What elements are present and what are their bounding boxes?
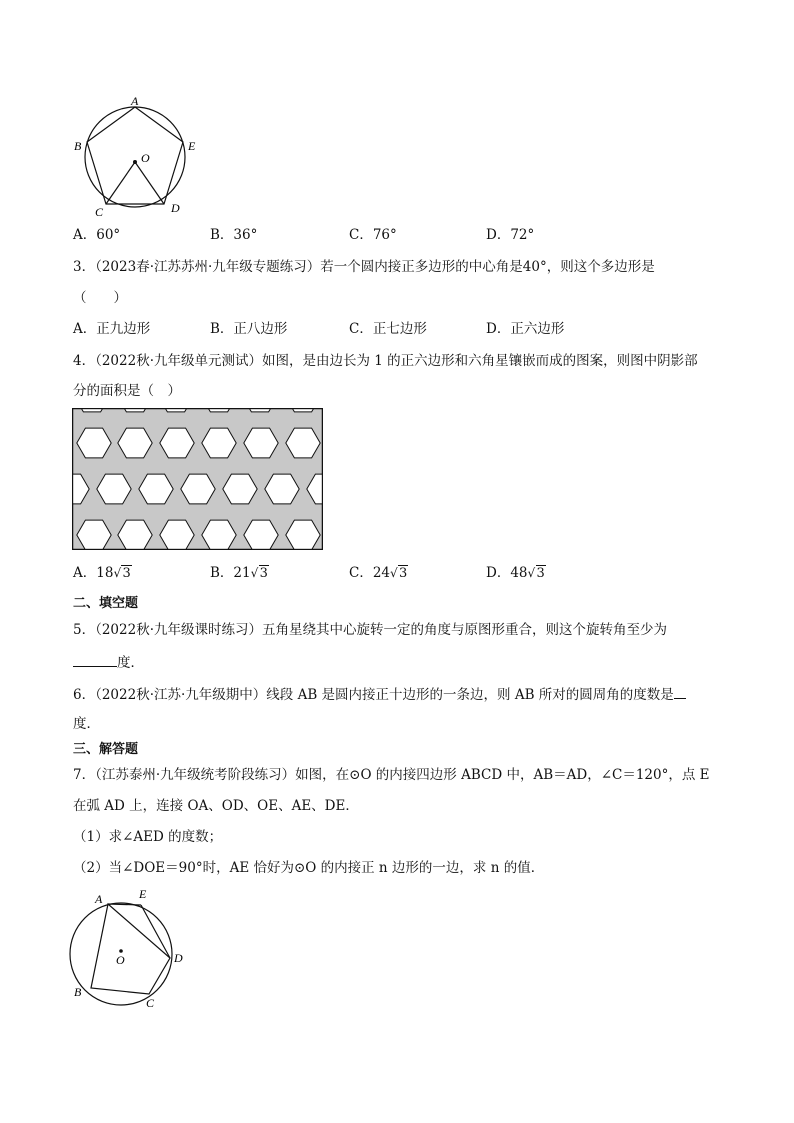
label-C: C: [95, 205, 104, 219]
q6-stem-line1: [73, 684, 686, 704]
q3-paren: （ ）: [73, 290, 127, 306]
q4-option-d: [486, 564, 546, 583]
q5-suffix: 度．: [117, 655, 144, 671]
q2-option-b: B．36°: [210, 227, 258, 243]
label-O: O: [141, 151, 150, 165]
hexagon-star-tiling-figure: [72, 408, 323, 550]
pentagon-circle-figure: [70, 92, 210, 222]
q4-option-c-letter: C．: [349, 565, 373, 581]
q4-option-a: [73, 564, 132, 583]
label-A: A: [131, 94, 139, 108]
section-heading-fill-in: 二、填空题: [73, 596, 139, 611]
label-C: C: [146, 996, 155, 1010]
section-heading-solve: 三、解答题: [73, 742, 139, 757]
q4-option-b-letter: B．: [210, 565, 234, 581]
q7-stem-line2: 在弧 AD 上，连接 OA、OD、OE、AE、DE．: [73, 798, 359, 814]
q4-option-d-radicand: 3: [536, 566, 545, 581]
q2-option-d: D．72°: [486, 227, 535, 243]
q5-stem-line1: 5．（2022秋·九年级课时练习）五角星绕其中心旋转一定的角度与原图形重合，则这个旋转角至少为: [73, 622, 667, 638]
label-D: D: [171, 201, 180, 215]
q4-option-a-letter: A．: [73, 565, 97, 581]
q4-option-c-radicand: 3: [399, 566, 408, 581]
q4-option-b: [210, 564, 269, 583]
q7-subquestion-2: （2）当∠DOE＝90°时，AE 恰好为⊙O 的内接正 n 边形的一边，求 n 的值．: [73, 860, 545, 876]
q4-option-c-coef: 24: [372, 565, 391, 581]
label-D: D: [174, 951, 183, 965]
label-E: E: [139, 887, 147, 901]
q4-option-c: [349, 564, 408, 583]
q4-stem-line1: 4．（2022秋·九年级单元测试）如图，是由边长为 1 的正六边形和六角星镶嵌而成的图案，则图中阴影部: [73, 353, 698, 369]
q4-option-b-coef: 21: [233, 565, 251, 581]
q4-option-a-radicand: 3: [122, 566, 131, 581]
q4-stem-line2: 分的面积是（ ）: [73, 383, 181, 399]
q7-stem-line1: 7．（江苏泰州·九年级统考阶段练习）如图，在⊙O 的内接四边形 ABCD 中，AB＝AD，∠C＝120°，点 E: [73, 767, 710, 783]
q3-option-c: C．正七边形: [349, 321, 427, 337]
q4-option-d-coef: 48: [510, 565, 528, 581]
q7-subquestion-1: （1）求∠AED 的度数；: [73, 829, 223, 845]
label-O: O: [116, 953, 125, 967]
cyclic-quadrilateral-figure: [65, 880, 195, 1010]
label-A: A: [95, 892, 103, 906]
q6-answer-blank[interactable]: [674, 684, 686, 699]
q3-stem: 3．（2023春·江苏苏州·九年级专题练习）若一个圆内接正多边形的中心角是40°，则这个多边形是: [73, 259, 655, 275]
q5-answer-blank[interactable]: [73, 652, 117, 667]
q4-option-b-radicand: 3: [259, 566, 268, 581]
q3-option-b: B．正八边形: [210, 321, 288, 337]
q4-option-d-letter: D．: [486, 565, 511, 581]
q5-stem-line2: [73, 652, 144, 672]
q3-option-d: D．正六边形: [486, 321, 565, 337]
q2-option-a: A．60°: [73, 227, 121, 243]
q2-option-c: C．76°: [349, 227, 397, 243]
q6-stem-text: 6．（2022秋·江苏·九年级期中）线段 AB 是圆内接正十边形的一条边，则 AB 所对的圆周角的度数是: [73, 687, 674, 703]
label-B: B: [74, 985, 82, 999]
label-E: E: [188, 139, 196, 153]
q3-option-a: A．正九边形: [73, 321, 151, 337]
label-B: B: [74, 139, 82, 153]
q6-stem-line2: 度．: [73, 716, 100, 732]
q4-option-a-coef: 18: [96, 565, 114, 581]
